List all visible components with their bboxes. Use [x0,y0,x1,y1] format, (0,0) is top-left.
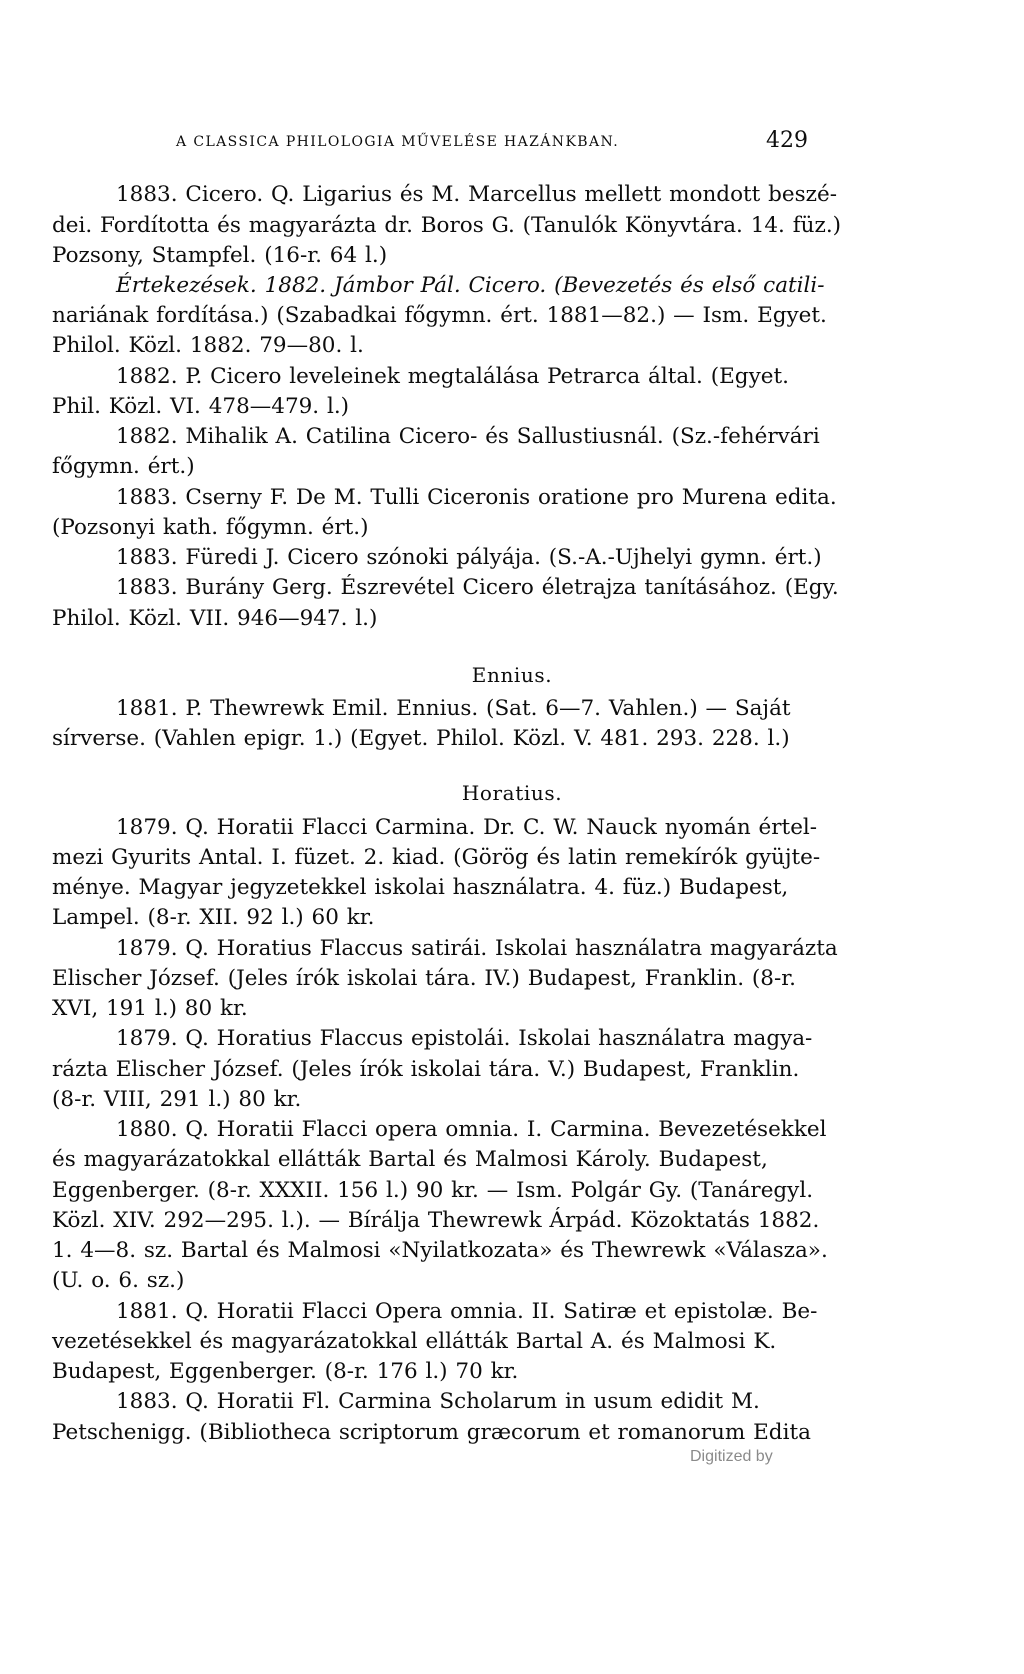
text-line: nariának fordítása.) (Szabadkai főgymn. ért. 1881—82.) — Ism. Egyet. [52,303,827,328]
text-line: 1883. Cicero. Q. Ligarius és M. Marcellus mellett mondott beszé- [116,182,837,207]
text-line: 1883. Burány Gerg. Észrevétel Cicero életrajza tanításához. (Egy. [116,575,839,600]
text-line: 1879. Q. Horatii Flacci Carmina. Dr. C. W. Nauck nyomán értel- [116,815,818,840]
text-line: (U. o. 6. sz.) [52,1268,185,1293]
text-line: Pozsony, Stampfel. (16-r. 64 l.) [52,243,388,268]
section-heading-ennius: Ennius. [471,663,553,687]
text-line: Értekezések. 1882. Jámbor Pál. Cicero. (Bevezetés és első catili- [116,273,825,298]
text-line: Petschenigg. (Bibliotheca scriptorum græcorum et romanorum Edita [52,1420,811,1445]
text-line: 1880. Q. Horatii Flacci opera omnia. I. Carmina. Bevezetésekkel [116,1117,827,1142]
text-line: Elischer József. (Jeles írók iskolai tára. IV.) Budapest, Franklin. (8-r. [52,966,796,991]
text-line: 1881. P. Thewrewk Emil. Ennius. (Sat. 6—7. Vahlen.) — Saját [116,696,791,721]
text-line: rázta Elischer József. (Jeles írók iskolai tára. V.) Budapest, Franklin. [52,1057,800,1082]
text-line: mezi Gyurits Antal. I. füzet. 2. kiad. (Görög és latin remekírók gyüjte- [52,845,821,870]
text-line: Philol. Közl. VII. 946—947. l.) [52,606,378,631]
text-line: 1883. Q. Horatii Fl. Carmina Scholarum in usum edidit M. [116,1389,760,1414]
text-line: ménye. Magyar jegyzetekkel iskolai használatra. 4. füz.) Budapest, [52,875,789,900]
text-line: XVI, 191 l.) 80 kr. [52,996,248,1021]
text-line: (8-r. VIII, 291 l.) 80 kr. [52,1087,302,1112]
text-line: 1879. Q. Horatius Flaccus epistolái. Iskolai használatra magya- [116,1026,813,1051]
section-heading-horatius: Horatius. [461,781,563,805]
text-line: 1882. Mihalik A. Catilina Cicero- és Sallustiusnál. (Sz.-fehérvári [116,424,820,449]
page-number: 429 [766,128,808,153]
text-line: Budapest, Eggenberger. (8-r. 176 l.) 70 kr. [52,1359,519,1384]
text-line: Lampel. (8-r. XII. 92 l.) 60 kr. [52,905,375,930]
text-line: Közl. XIV. 292—295. l.). — Bírálja Thewrewk Árpád. Közoktatás 1882. [52,1208,820,1233]
text-line: 1882. P. Cicero leveleinek megtalálása Petrarca által. (Egyet. [116,364,789,389]
text-line: vezetésekkel és magyarázatokkal ellátták Bartal A. és Malmosi K. [52,1329,777,1354]
text-line: sírverse. (Vahlen epigr. 1.) (Egyet. Philol. Közl. V. 481. 293. 228. l.) [52,726,790,751]
text-line: 1883. Cserny F. De M. Tulli Ciceronis oratione pro Murena edita. [116,485,837,510]
text-line: Eggenberger. (8-r. XXXII. 156 l.) 90 kr. — Ism. Polgár Gy. (Tanáregyl. [52,1178,814,1203]
text-line: Phil. Közl. VI. 478—479. l.) [52,394,350,419]
text-line: 1879. Q. Horatius Flaccus satirái. Iskolai használatra magyarázta [116,936,838,961]
text-line: és magyarázatokkal ellátták Bartal és Malmosi Károly. Budapest, [52,1147,768,1172]
text-line: (Pozsonyi kath. főgymn. ért.) [52,515,369,540]
text-line: Philol. Közl. 1882. 79—80. l. [52,333,364,358]
running-header-title: A CLASSICA PHILOLOGIA MŰVELÉSE HAZÁNKBAN. [176,134,620,150]
digitized-by-watermark: Digitized by [690,1448,773,1465]
text-line: dei. Fordította és magyarázta dr. Boros G. (Tanulók Könyvtára. 14. füz.) [52,213,842,238]
text-line: 1883. Füredi J. Cicero szónoki pályája. (S.-A.-Ujhelyi gymn. ért.) [116,545,822,570]
text-line: főgymn. ért.) [52,454,195,479]
running-header [176,128,808,162]
text-line: 1881. Q. Horatii Flacci Opera omnia. II. Satiræ et epistolæ. Be- [116,1299,818,1324]
text-line: 1. 4—8. sz. Bartal és Malmosi «Nyilatkozata» és Thewrewk «Válasza». [52,1238,828,1263]
